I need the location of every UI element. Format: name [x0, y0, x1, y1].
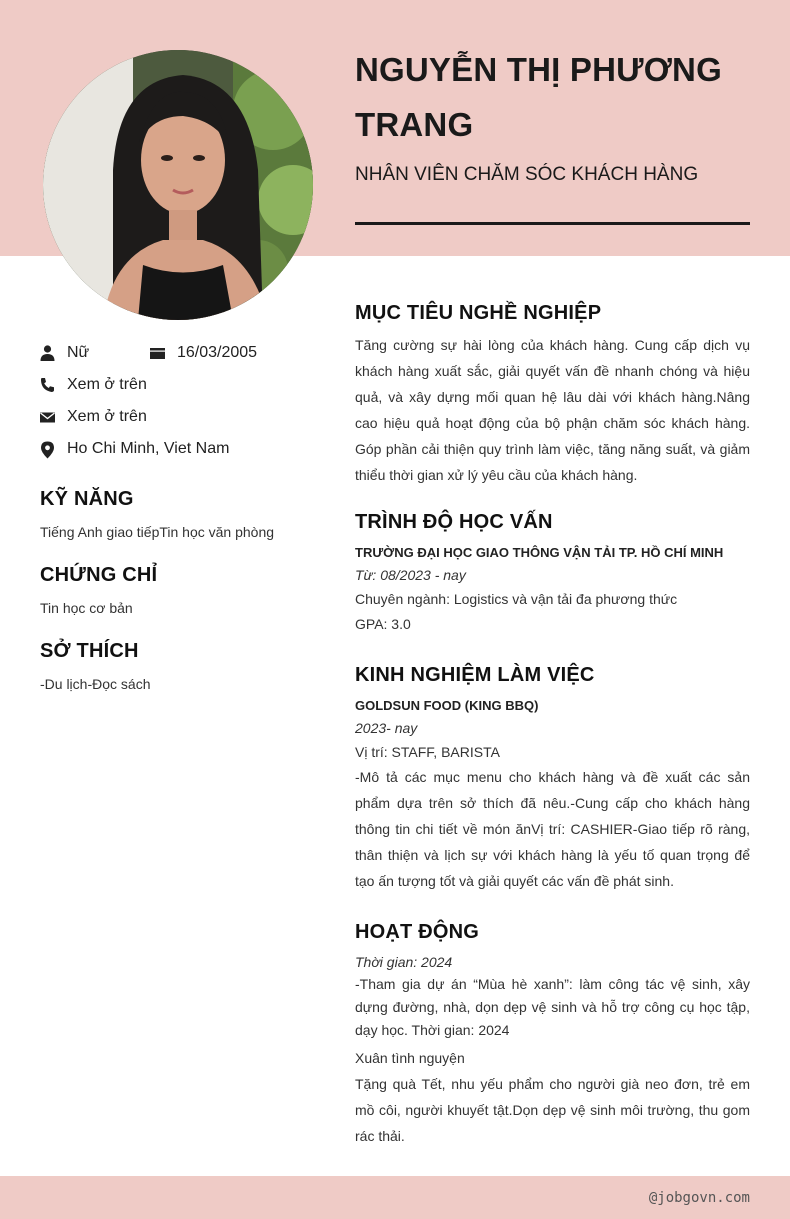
footer-band: [0, 1176, 790, 1219]
email-value: Xem ở trên: [67, 408, 147, 425]
experience-position: Vị trí: STAFF, BARISTA: [355, 744, 500, 760]
objective-section: [355, 302, 750, 488]
address-row: [40, 439, 229, 459]
education-gpa: GPA: 3.0: [355, 616, 411, 632]
address-value: Ho Chi Minh, Viet Nam: [67, 440, 230, 457]
experience-description: -Mô tả các mục menu cho khách hàng và đề xuất các sản phẩm dựa trên sở thích đã nêu.-Cung cấp cho khách hàng thông tin chi tiết về món ănVị trí: CASHIER-Giao tiếp rõ ràng, thân thiện và lịch sự với khách hàng là yếu tố quan trọng để tạo ấn tượng tốt và giải quyết các vấn đề phát sinh.: [355, 769, 750, 889]
objective-heading: MỤC TIÊU NGHỀ NGHIỆP: [355, 302, 602, 324]
objective-text: Tăng cường sự hài lòng của khách hàng. Cung cấp dịch vụ khách hàng xuất sắc, giải quyết vấn đề nhanh chóng và hiệu quả, và xây dựng mối quan hệ lâu dài với khách hàng.Nâng cao hiệu quả hoạt động của bộ phận chăm sóc khách hàng. Góp phần cải thiện quy trình làm việc, tăng năng suất, và giảm thiểu thời gian xử lý yêu cầu của khách hàng.: [355, 337, 750, 483]
phone-row: [40, 375, 147, 395]
activities-role-description: Tặng quà Tết, nhu yếu phẩm cho người già neo đơn, trẻ em mồ côi, người khuyết tật.Dọn dẹp vệ sinh môi trường, thu gom rác thải.: [355, 1076, 750, 1144]
gender-value: Nữ: [67, 344, 90, 361]
person-icon: [40, 345, 55, 361]
certificates-text: Tin học cơ bản: [40, 600, 133, 616]
education-section: [355, 511, 750, 632]
skills-heading: KỸ NĂNG: [40, 488, 134, 510]
profile-photo: [43, 50, 313, 320]
phone-icon: [40, 377, 55, 393]
activities-description: -Tham gia dự án “Mùa hè xanh”: làm công tác vệ sinh, xây dựng đường, nhà, dọn dẹp vệ sinh và hỗ trợ công cụ học tập, dạy học. Thời gian: 2024: [355, 976, 750, 1038]
phone-value: Xem ở trên: [67, 376, 147, 393]
dob-row: [150, 343, 257, 363]
education-period: Từ: 08/2023 - nay: [355, 567, 466, 583]
education-major: Chuyên ngành: Logistics và vận tải đa phương thức: [355, 591, 678, 607]
email-row: [40, 407, 147, 427]
candidate-name: NGUYỄN THỊ PHƯƠNG TRANG: [355, 51, 722, 143]
experience-section: [355, 664, 750, 894]
activities-period: Thời gian: 2024: [355, 954, 453, 970]
certificates-heading: CHỨNG CHỈ: [40, 564, 158, 586]
skills-text: Tiếng Anh giao tiếpTin học văn phòng: [40, 524, 275, 540]
hobbies-heading: SỞ THÍCH: [40, 640, 139, 662]
title-divider: [355, 222, 750, 225]
activities-heading: HOẠT ĐỘNG: [355, 921, 480, 943]
experience-period: 2023- nay: [355, 720, 418, 736]
education-heading: TRÌNH ĐỘ HỌC VẤN: [355, 511, 553, 533]
hobbies-text: -Du lịch-Đọc sách: [40, 676, 151, 692]
job-title: NHÂN VIÊN CHĂM SÓC KHÁCH HÀNG: [355, 164, 699, 185]
gender-row: [40, 343, 89, 363]
calendar-icon: [150, 345, 165, 361]
dob-value: 16/03/2005: [177, 344, 258, 361]
activities-section: [355, 921, 750, 1149]
mail-icon: [40, 409, 55, 425]
company-name: GOLDSUN FOOD (KING BBQ): [355, 698, 539, 713]
school-name: TRƯỜNG ĐẠI HỌC GIAO THÔNG VẬN TẢI TP. HỒ CHÍ MINH: [355, 545, 724, 560]
footer-brand: @jobgovn.com: [648, 1190, 750, 1206]
activities-role: Xuân tình nguyện: [355, 1050, 465, 1066]
location-pin-icon: [40, 441, 55, 457]
experience-heading: KINH NGHIỆM LÀM VIỆC: [355, 664, 595, 686]
